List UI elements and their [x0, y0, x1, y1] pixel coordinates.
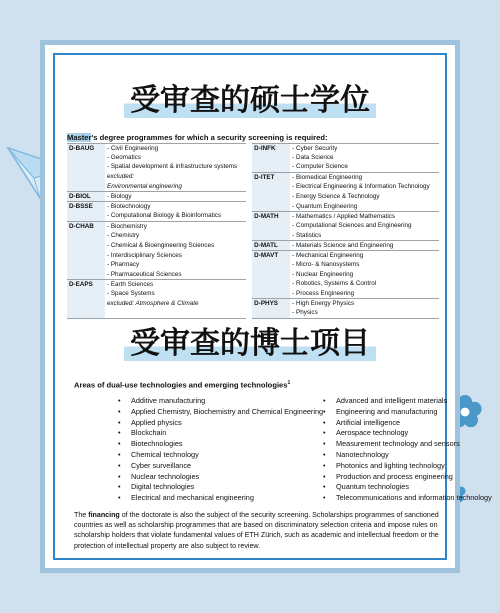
- right-dept-code: D-MATH: [252, 211, 290, 221]
- right-dept-code: D-MAVT: [252, 251, 290, 261]
- left-dept-code: [67, 153, 105, 162]
- para-pre: The: [74, 511, 89, 519]
- right-dept-code: [252, 192, 290, 202]
- list-item: • Chemical technology: [115, 450, 323, 461]
- right-programme: - Process Engineering: [292, 290, 355, 298]
- left-dept-code: [67, 270, 105, 280]
- left-programme: - Civil Engineering: [105, 144, 246, 154]
- right-dept-code: D-PHYS: [252, 299, 290, 309]
- para-bold: financing: [88, 511, 120, 519]
- list-item: • Measurement technology and sensors: [320, 439, 492, 450]
- right-dept-code: [252, 202, 290, 212]
- left-dept-code: [67, 299, 105, 309]
- list-item: • Biotechnologies: [115, 439, 323, 450]
- left-programme: - Biochemistry: [105, 221, 246, 231]
- right-programme: - Quantum Engineering: [292, 202, 358, 210]
- doctoral-section-title: 受审查的博士项目: [45, 318, 455, 362]
- list-item: • Photonics and lighting technology: [320, 461, 492, 472]
- right-programme: - Micro- & Nanosystems: [292, 261, 360, 269]
- right-dept-code: D-INFK: [252, 144, 290, 154]
- right-programme: - High Energy Physics: [290, 299, 439, 309]
- right-programme: - Statistics: [292, 231, 322, 239]
- table-row: [67, 308, 439, 318]
- list-item: • Applied Chemistry, Biochemistry and Chemical Engineering: [115, 407, 323, 418]
- list-item: • Quantum technologies: [320, 482, 492, 493]
- table-row: [67, 270, 439, 280]
- left-dept-code: [67, 211, 105, 221]
- para-rest: of the doctorate is also the subject of the security screening. Scholarships programmes of sanctioned countries as well as scholarship programmes that are based on discriminatory selection criteria and impose rules on scholarship holders that violate fundamental values of ETH Zürich, such as academic and intellectual freedom or the protection of intellectual property are also subject to review.: [74, 511, 439, 550]
- table-row: [67, 182, 439, 192]
- right-dept-code: [252, 153, 290, 162]
- left-dept-code: D-EAPS: [67, 279, 105, 289]
- left-programme: - Spatial development & infrastructure systems: [107, 163, 238, 171]
- list-item: • Additive manufacturing: [115, 396, 323, 407]
- right-dept-code: D-ITET: [252, 172, 290, 182]
- table-row: [67, 192, 439, 202]
- right-programme: - Robotics, Systems & Control: [292, 280, 377, 288]
- left-programme: excluded:: [107, 173, 134, 181]
- right-programme: - Nuclear Engineering: [292, 270, 354, 278]
- table-row: [67, 299, 439, 309]
- left-dept-code: [67, 260, 105, 269]
- left-programme: - Computational Biology & Bioinformatics: [107, 212, 222, 220]
- right-programme: - Mathematics / Applied Mathematics: [290, 211, 439, 221]
- right-dept-code: [252, 221, 290, 231]
- left-dept-code: D-CHAB: [67, 221, 105, 231]
- table-row: [67, 221, 439, 231]
- left-dept-code: [67, 172, 105, 182]
- left-programme: - Geomatics: [107, 154, 141, 162]
- left-dept-code: [67, 308, 105, 318]
- left-dept-code: D-BSSE: [67, 202, 105, 212]
- table-row: [67, 241, 439, 251]
- right-programme: - Computational Sciences and Engineering: [292, 222, 412, 230]
- list-item: • Cyber surveillance: [115, 461, 323, 472]
- right-dept-code: [252, 231, 290, 241]
- right-programme: - Physics: [290, 308, 439, 318]
- page-frame: [40, 40, 492, 573]
- left-programme: Environmental engineering: [107, 182, 182, 190]
- left-programme: excluded: Atmosphere & Climate: [107, 299, 199, 307]
- masters-heading-rest: 's degree programmes for which a security screening is required:: [91, 133, 328, 142]
- list-item: • Nanotechnology: [320, 450, 492, 461]
- left-dept-code: [67, 231, 105, 241]
- left-dept-code: [67, 182, 105, 192]
- right-programme: - Computer Science: [292, 163, 348, 171]
- left-dept-code: [67, 251, 105, 261]
- left-dept-code: [67, 162, 105, 172]
- list-item: • Electrical and mechanical engineering: [115, 493, 323, 504]
- left-programme: - Space Systems: [107, 290, 155, 298]
- table-row: [67, 162, 439, 172]
- list-item: • Nuclear technologies: [115, 472, 323, 483]
- right-dept-code: D-MATL: [252, 241, 290, 251]
- table-row: [67, 153, 439, 162]
- left-dept-code: [67, 241, 105, 251]
- list-item: • Advanced and intelligent materials: [320, 396, 492, 407]
- list-item: • Applied physics: [115, 418, 323, 429]
- dual-use-areas-right-list: [320, 396, 492, 504]
- masters-heading-highlight: Master: [67, 133, 92, 142]
- masters-table-heading: [67, 133, 328, 142]
- left-dept-code: D-BIOL: [67, 192, 105, 202]
- right-dept-code: [252, 162, 290, 172]
- table-row: [67, 260, 439, 269]
- right-programme: - Data Science: [292, 154, 334, 162]
- financing-paragraph: [74, 510, 450, 551]
- masters-section-title: 受审查的硕士学位: [45, 75, 455, 119]
- right-programme: - Electrical Engineering & Information Technology: [292, 182, 430, 190]
- right-programme: - Energy Science & Technology: [292, 192, 380, 200]
- list-item: • Telecommunications and information technology: [320, 493, 492, 504]
- dual-use-areas-left-list: [115, 396, 323, 504]
- left-programme: - Interdisciplinary Sciences: [107, 251, 182, 259]
- right-dept-code: [252, 308, 290, 318]
- left-programme: - Chemistry: [107, 231, 140, 239]
- list-item: • Blockchain: [115, 428, 323, 439]
- right-dept-code: [252, 270, 290, 280]
- table-row: [67, 172, 439, 182]
- table-row: [67, 144, 439, 154]
- masters-programmes-table: [67, 143, 439, 319]
- left-dept-code: [67, 289, 105, 299]
- list-item: • Digital technologies: [115, 482, 323, 493]
- left-programme: [105, 308, 246, 318]
- list-item: • Engineering and manufacturing: [320, 407, 492, 418]
- left-programme: - Chemical & Bioengineering Sciences: [107, 241, 215, 249]
- left-programme: - Biotechnology: [105, 202, 246, 212]
- list-item: • Aerospace technology: [320, 428, 492, 439]
- right-dept-code: [252, 279, 290, 289]
- left-dept-code: D-BAUG: [67, 144, 105, 154]
- right-dept-code: [252, 182, 290, 192]
- table-row: [67, 202, 439, 212]
- right-programme: - Biomedical Engineering: [290, 172, 439, 182]
- table-row: [67, 289, 439, 299]
- list-item: • Production and process engineering: [320, 472, 492, 483]
- right-programme: - Cyber Security: [290, 144, 439, 154]
- right-programme: - Materials Science and Engineering: [290, 241, 439, 251]
- left-programme: - Pharmaceutical Sciences: [107, 270, 182, 278]
- table-row: [67, 231, 439, 241]
- table-row: [67, 279, 439, 289]
- left-programme: - Pharmacy: [107, 261, 140, 269]
- left-programme: - Earth Sciences: [105, 279, 246, 289]
- list-item: • Artificial intelligence: [320, 418, 492, 429]
- right-programme: - Mechanical Engineering: [290, 251, 439, 261]
- doctoral-areas-heading: Areas of dual-use technologies and emerging technologies$^1$: [74, 380, 291, 390]
- table-row: [67, 211, 439, 221]
- right-dept-code: [252, 260, 290, 269]
- right-dept-code: [252, 289, 290, 299]
- left-programme: - Biology: [105, 192, 246, 202]
- table-row: [67, 251, 439, 261]
